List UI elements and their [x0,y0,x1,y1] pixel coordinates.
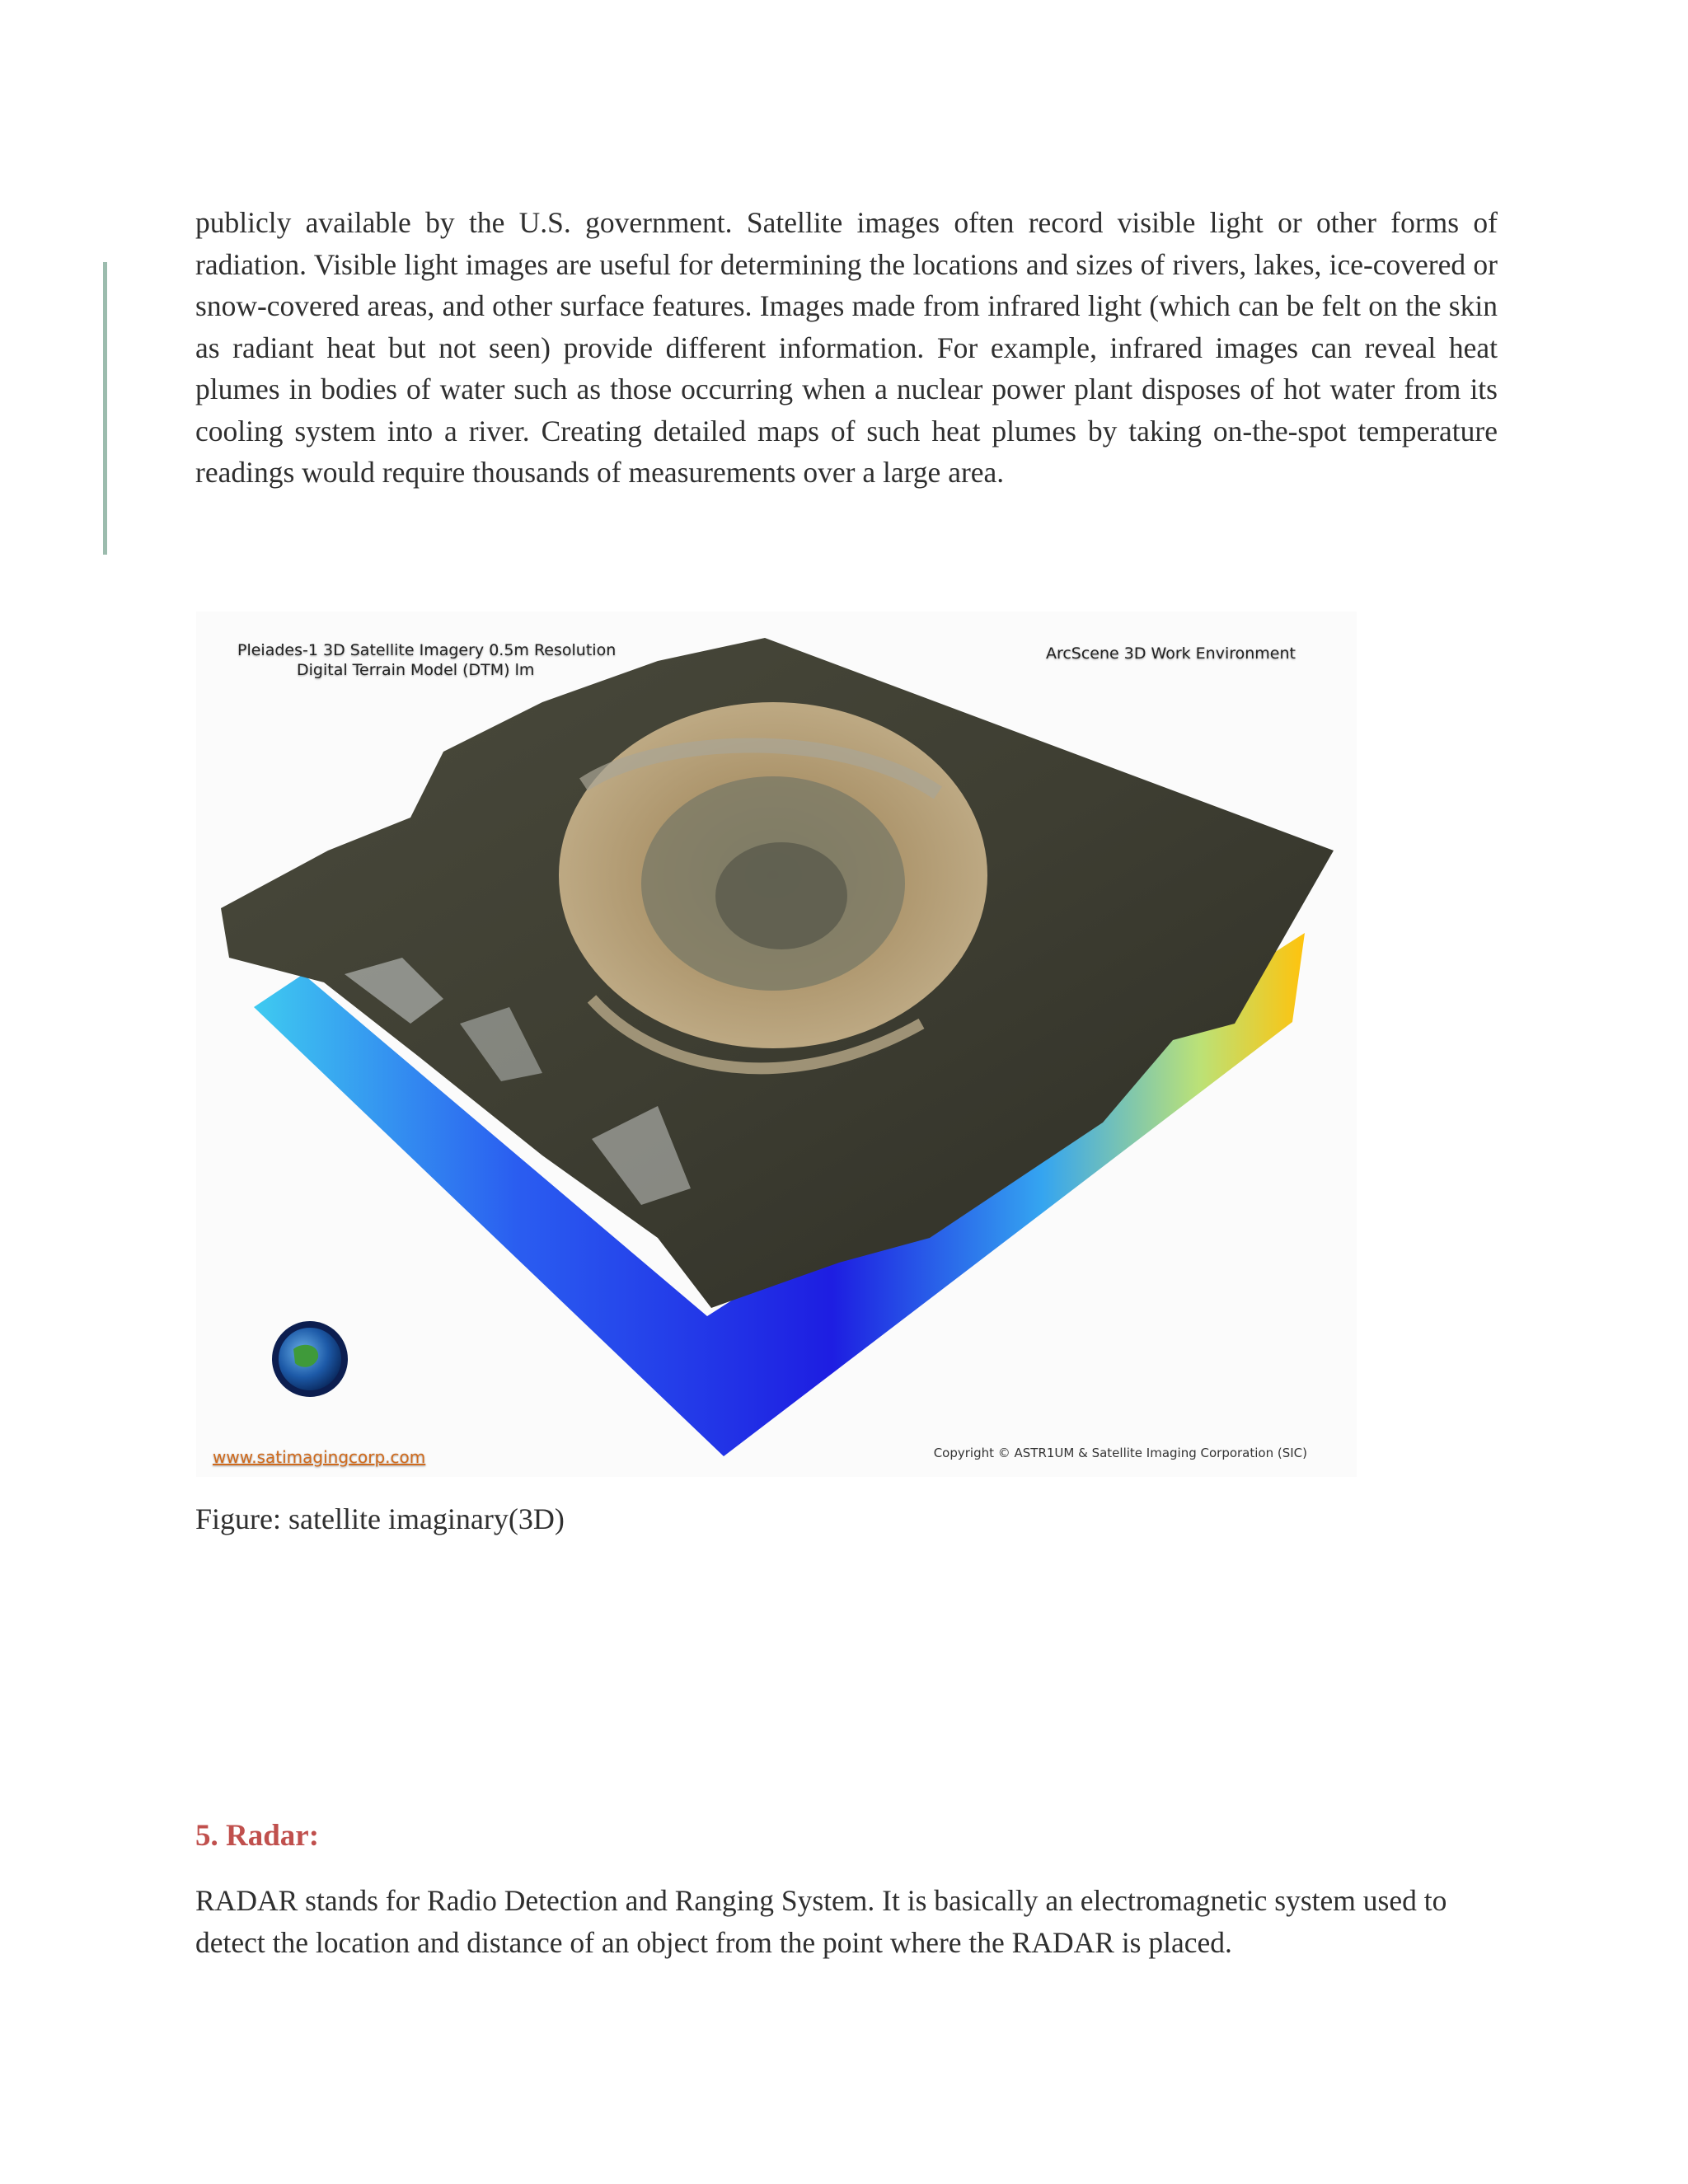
figure-environment-label: ArcScene 3D Work Environment [1045,644,1296,663]
satellite-3d-figure [196,612,1357,1477]
section-heading-radar: 5. Radar: [195,1819,320,1853]
figure-website-link[interactable]: www.satimagingcorp.com [213,1447,426,1467]
body-paragraph-2: RADAR stands for Radio Detection and Ranging System. It is basically an electromagnetic system used to detect the location and distance of an object from the point where the RADAR is placed. [195,1884,1447,1959]
figure-caption: Figure: satellite imaginary(3D) [195,1502,565,1535]
figure-copyright: Copyright © ASTR1UM & Satellite Imaging Corporation (SIC) [933,1446,1307,1460]
body-paragraph-1: publicly available by the U.S. government. Satellite images often record visible light or other forms of radiation. Visible light images are useful for determining the locations and sizes of rivers, lakes, ice-covered or snow-covered areas, and other surface features. Images made from infrared light (which can be felt on the skin as radiant heat but not seen) provide different information. For example, infrared images can reveal heat plumes in bodies of water such as those occurring when a nuclear power plant disposes of hot water from its cooling system into a river. Creating detailed maps of such heat plumes by taking on-the-spot temperature readings would require thousands of measurements over a large area. [195,206,1498,489]
figure-title-line-2: Digital Terrain Model (DTM) lm [297,661,535,679]
figure-title-line-1: Pleiades-1 3D Satellite Imagery 0.5m Resolution [237,641,617,659]
side-accent-bar [103,262,107,555]
terrain-illustration [196,612,1357,1477]
